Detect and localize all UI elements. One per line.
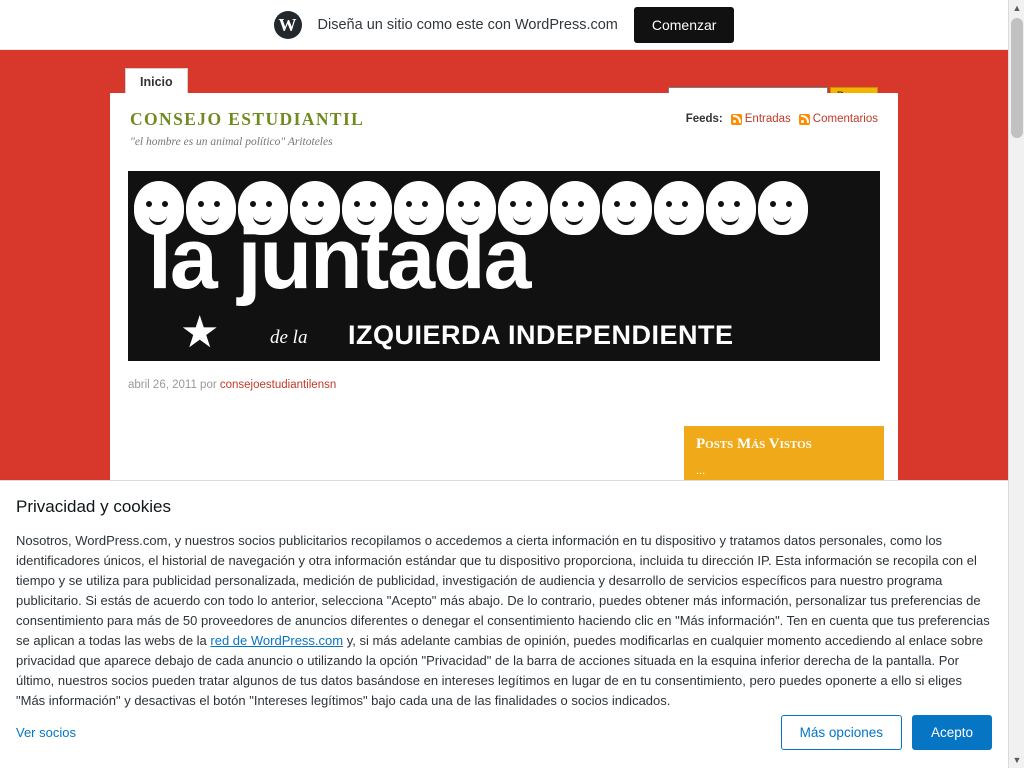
banner-prefix-text: de la [270, 327, 308, 348]
post-date: abril 26, 2011 [128, 379, 197, 391]
feed-entries-label: Entradas [744, 113, 791, 125]
rss-icon [799, 114, 810, 125]
wordpress-logo-icon [274, 11, 302, 39]
blog-header [110, 93, 898, 165]
feeds-label: Feeds: [685, 113, 723, 125]
scroll-up-arrow-icon[interactable]: ▲ [1012, 3, 1022, 13]
widget-link[interactable]: ... [696, 465, 706, 477]
feeds-area [686, 113, 878, 125]
accept-button[interactable]: Acepto [912, 715, 992, 750]
blog-tagline: "el hombre es un animal político" Aritoteles [130, 136, 333, 148]
post-author-link[interactable]: consejoestudiantilensn [219, 379, 337, 391]
more-options-button[interactable]: Más opciones [781, 715, 902, 750]
cookie-body-part1: Nosotros, WordPress.com, y nuestros socios publicitarios recopilamos o accedemos a cierta información en tu dispositivo y tratamos datos personales, como los identificadores únicos, el historial de navegación y otra información estándar que tu dispositivo proporciona, incluida tu dirección IP. Esta información se recopila con el tiempo y se utiliza para publicidad personalizada, medición de publicidad, investigación de audiencia y desarrollo de servicios específicos para nuestro programa publicitario. Si estás de acuerdo con todo lo anterior, selecciona "Acepto" más abajo. De lo contrario, puedes obtener más información, personalizar tus preferencias de consentimiento para más de 50 proveedores de anuncios diferentes o denegar el consentimiento haciendo clic en "Más información". Ten en cuenta que tus preferencias se aplican a todas las webs de la [16, 533, 990, 648]
scroll-down-arrow-icon[interactable]: ▼ [1012, 755, 1022, 765]
post-meta [128, 379, 898, 391]
site-nav [0, 68, 1008, 96]
feed-comments-link[interactable] [799, 113, 878, 125]
list-item[interactable] [696, 461, 872, 479]
blog-title-link[interactable]: CONSEJO ESTUDIANTIL [130, 109, 365, 129]
rss-icon [731, 114, 742, 125]
face-icon [602, 181, 652, 235]
banner-title-text: la juntada [148, 211, 530, 307]
view-partners-link[interactable]: Ver socios [16, 725, 76, 740]
feed-entries-link[interactable] [731, 113, 791, 125]
wordpress-promo-bar [0, 0, 1008, 50]
post-by-label: por [200, 379, 217, 391]
feed-comments-label: Comentarios [812, 113, 878, 125]
banner-subtitle-text: IZQUIERDA INDEPENDIENTE [348, 320, 734, 350]
face-icon [654, 181, 704, 235]
widget-title: Posts Más Vistos [696, 436, 812, 452]
face-icon [550, 181, 600, 235]
scrollbar-thumb[interactable] [1011, 18, 1023, 138]
nav-item-inicio[interactable]: Inicio [125, 68, 188, 96]
cookie-banner-title: Privacidad y cookies [16, 497, 171, 516]
face-icon [706, 181, 756, 235]
cookie-banner-actions [16, 715, 992, 750]
get-started-button[interactable]: Comenzar [634, 7, 735, 43]
cookie-banner-body [16, 531, 992, 711]
star-icon: ★ [180, 308, 220, 357]
cookie-body-part2: y, si más adelante cambias de opinión, puedes modificarlas en cualquier momento accediendo al enlace sobre privacidad que aparece debajo de cada anuncio o utilizando la opción "Privacidad" de la barra de acciones situada en la esquina inferior derecha de la pantalla. Por último, nuestros socios pueden tratar algunos de tus datos basándose en intereses legítimos en lugar de en tu consentimiento, pero puedes oponerte a ello si eliges "Más información" y desactivas el botón "Intereses legítimos" bajo cada una de las finalidades o socios indicados. [16, 633, 984, 708]
header-banner-image[interactable] [128, 171, 880, 361]
privacy-cookie-banner [0, 480, 1008, 768]
face-icon [758, 181, 808, 235]
promo-message: Diseña un sitio como este con WordPress.com [317, 16, 618, 33]
wordpress-network-link[interactable]: red de WordPress.com [210, 633, 344, 648]
page-scrollbar[interactable] [1008, 0, 1024, 768]
cookie-button-group [781, 715, 992, 750]
